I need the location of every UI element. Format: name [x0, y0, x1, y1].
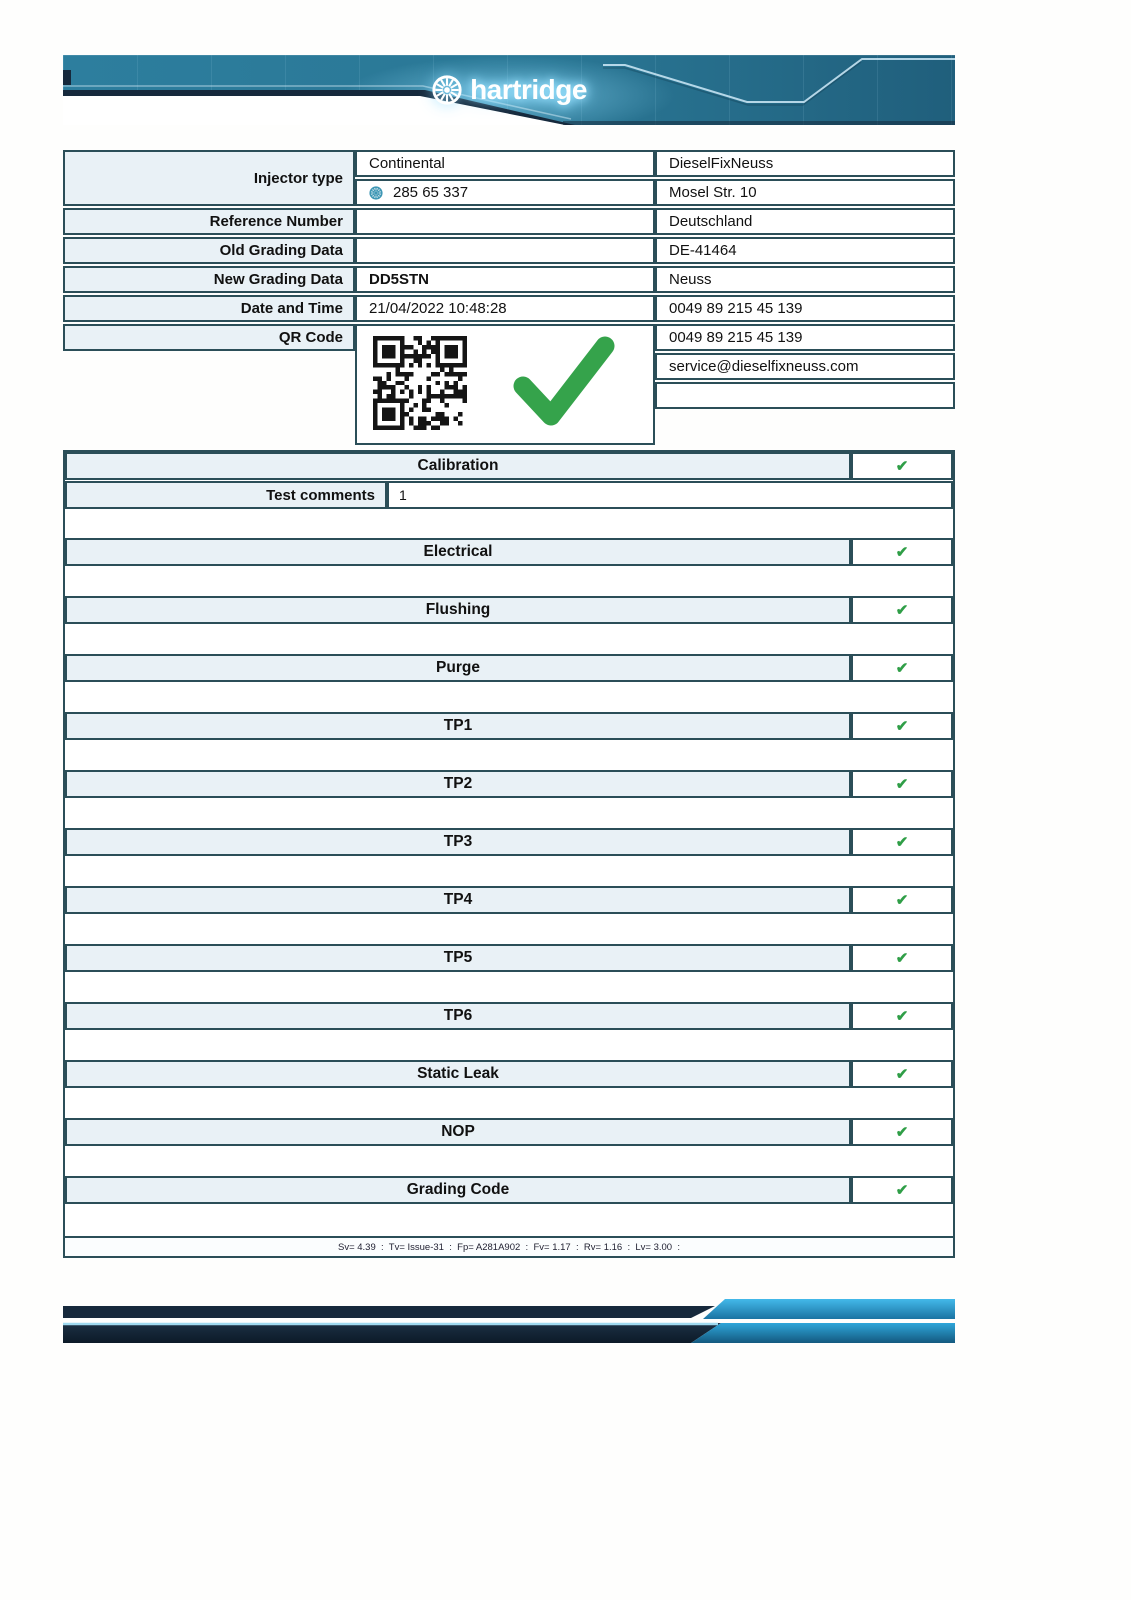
value-reference-number — [355, 208, 655, 235]
workshop-empty-cell — [655, 382, 955, 409]
injector-part-number: 285 65 337 — [393, 184, 469, 201]
hartridge-wheel-icon — [431, 74, 463, 106]
logo-text: hartridge — [470, 74, 587, 105]
check-icon: ✔ — [895, 659, 909, 677]
test-section-row — [65, 654, 953, 682]
test-section-label: TP5 — [65, 944, 851, 972]
test-section-row — [65, 770, 953, 798]
test-section-label: Grading Code — [65, 1176, 851, 1204]
calibration-row — [65, 452, 953, 480]
check-icon: ✔ — [895, 775, 909, 793]
workshop-phone1: 0049 89 215 45 139 — [655, 295, 955, 322]
workshop-email: service@dieselfixneuss.com — [655, 353, 955, 380]
hartridge-logo — [63, 55, 955, 125]
test-section-label: Electrical — [65, 538, 851, 566]
test-section-row — [65, 944, 953, 972]
calibration-label: Calibration — [65, 452, 851, 480]
overall-pass-check-icon — [507, 328, 619, 440]
value-new-grading-data: DD5STN — [355, 266, 655, 293]
workshop-phone2: 0049 89 215 45 139 — [655, 324, 955, 351]
test-section-row — [65, 1118, 953, 1146]
check-icon: ✔ — [895, 1007, 909, 1025]
value-old-grading-data — [355, 237, 655, 264]
check-icon: ✔ — [895, 833, 909, 851]
test-results-table — [63, 450, 955, 1258]
test-section-row — [65, 1060, 953, 1088]
test-section-label: NOP — [65, 1118, 851, 1146]
label-old-grading-data: Old Grading Data — [63, 237, 355, 264]
test-section-check-cell — [851, 538, 953, 566]
check-icon: ✔ — [895, 949, 909, 967]
check-icon: ✔ — [895, 1065, 909, 1083]
check-icon: ✔ — [895, 891, 909, 909]
workshop-city: Neuss — [655, 266, 955, 293]
injector-wheel-icon — [369, 186, 383, 200]
value-injector-make: Continental — [355, 150, 655, 177]
test-section-check-cell — [851, 886, 953, 914]
header-banner — [63, 55, 955, 125]
label-new-grading-data: New Grading Data — [63, 266, 355, 293]
test-section-label: TP2 — [65, 770, 851, 798]
test-section-row — [65, 712, 953, 740]
test-section-label: Static Leak — [65, 1060, 851, 1088]
test-comments-text: 1 — [399, 487, 407, 503]
test-section-check-cell — [851, 828, 953, 856]
check-icon: ✔ — [895, 543, 909, 561]
test-section-check-cell — [851, 1176, 953, 1204]
footer-banner — [63, 1297, 955, 1345]
test-section-row — [65, 596, 953, 624]
label-reference-number: Reference Number — [63, 208, 355, 235]
test-section-label: Flushing — [65, 596, 851, 624]
test-section-check-cell — [851, 654, 953, 682]
test-section-check-cell — [851, 1060, 953, 1088]
test-section-label: TP1 — [65, 712, 851, 740]
value-date-and-time: 21/04/2022 10:48:28 — [355, 295, 655, 322]
check-icon: ✔ — [895, 601, 909, 619]
label-date-and-time: Date and Time — [63, 295, 355, 322]
value-injector-part — [355, 179, 655, 206]
test-comments-row — [65, 481, 953, 509]
test-section-label: TP4 — [65, 886, 851, 914]
check-icon: ✔ — [895, 457, 909, 475]
qr-code-image — [373, 336, 467, 430]
calibration-check-cell — [851, 452, 953, 480]
check-icon: ✔ — [895, 717, 909, 735]
test-comments-value — [387, 481, 953, 509]
test-section-check-cell — [851, 770, 953, 798]
qr-code-cell — [355, 324, 655, 445]
workshop-name: DieselFixNeuss — [655, 150, 955, 177]
check-icon: ✔ — [895, 1123, 909, 1141]
test-section-check-cell — [851, 944, 953, 972]
check-icon: ✔ — [895, 1181, 909, 1199]
test-section-check-cell — [851, 596, 953, 624]
test-section-check-cell — [851, 1002, 953, 1030]
label-injector-type: Injector type — [63, 150, 355, 206]
test-section-row — [65, 886, 953, 914]
test-section-check-cell — [851, 712, 953, 740]
test-section-row — [65, 1002, 953, 1030]
test-comments-label: Test comments — [65, 481, 387, 509]
workshop-street: Mosel Str. 10 — [655, 179, 955, 206]
test-section-check-cell — [851, 1118, 953, 1146]
test-section-label: TP6 — [65, 1002, 851, 1030]
test-section-label: Purge — [65, 654, 851, 682]
workshop-postcode: DE-41464 — [655, 237, 955, 264]
test-section-row — [65, 538, 953, 566]
test-section-row — [65, 1176, 953, 1204]
label-qr-code: QR Code — [63, 324, 355, 351]
workshop-country: Deutschland — [655, 208, 955, 235]
test-section-label: TP3 — [65, 828, 851, 856]
test-section-row — [65, 828, 953, 856]
version-info-line: Sv= 4.39 : Tv= Issue-31 : Fp= A281A902 : Fv= 1.17 : Rv= 1.16 : Lv= 3.00 : — [65, 1236, 953, 1256]
